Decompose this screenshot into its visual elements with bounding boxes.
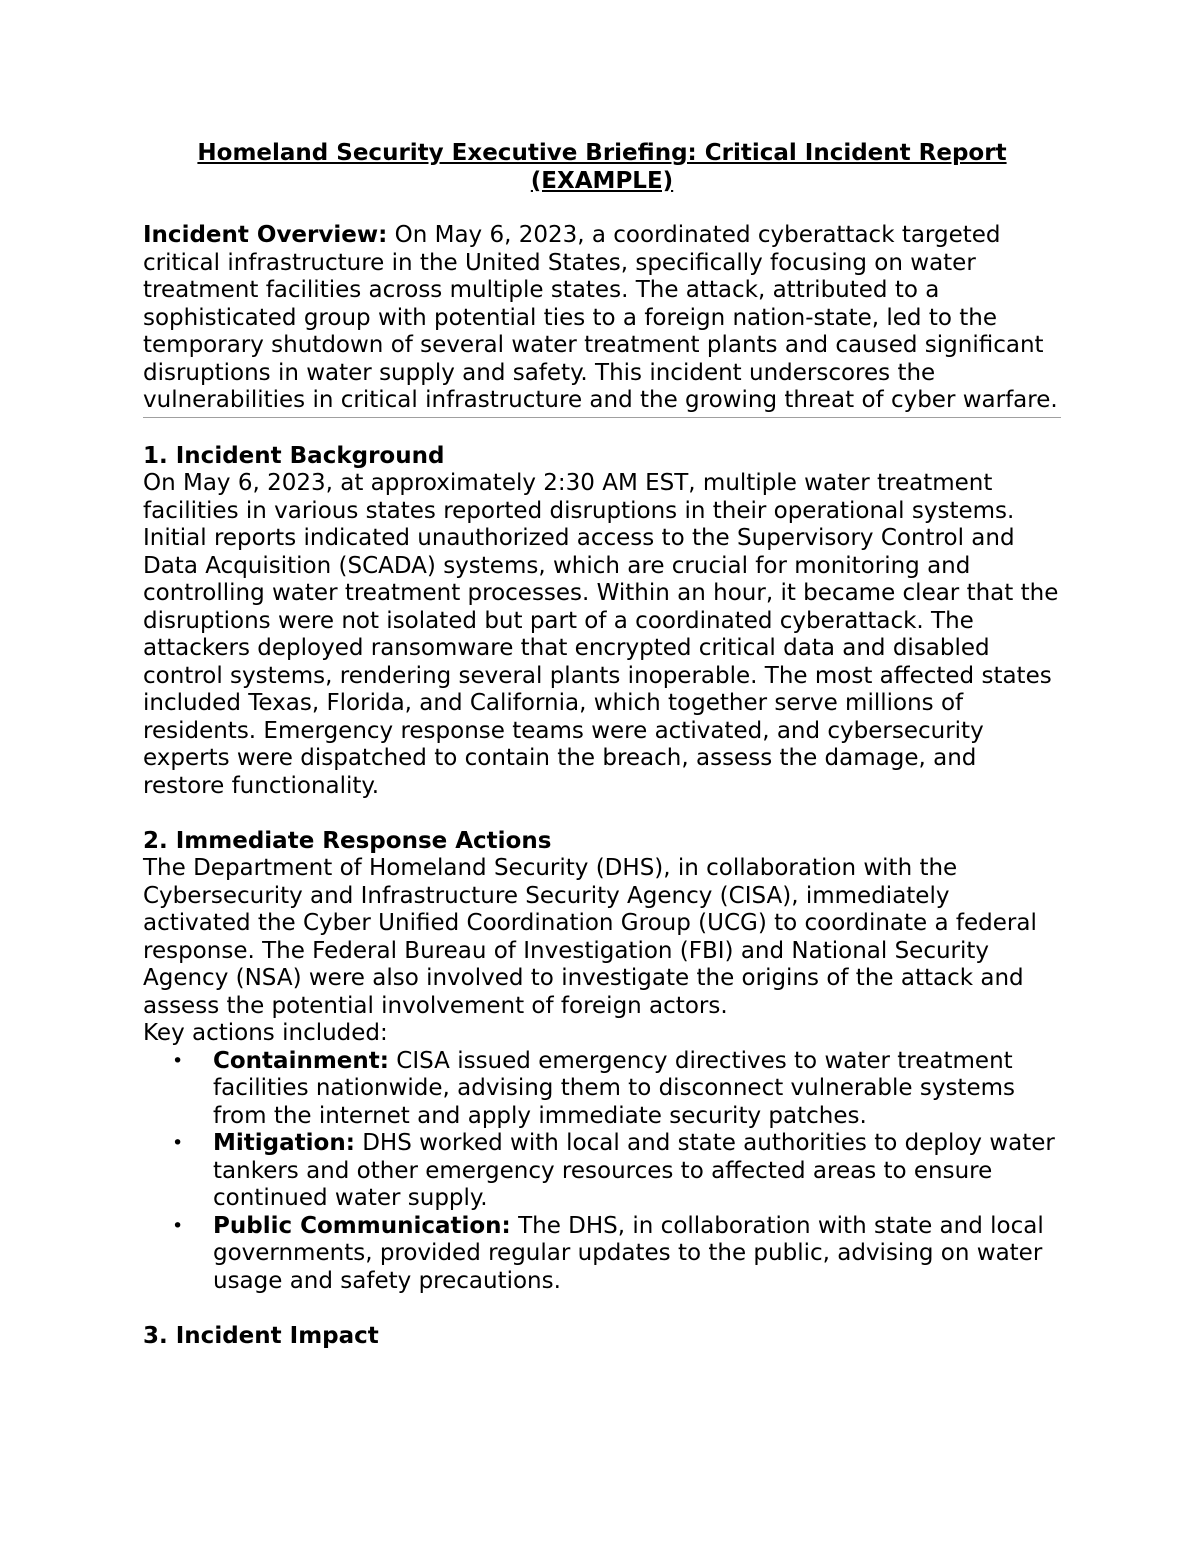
spacer	[143, 1295, 1061, 1323]
section-body: The Department of Homeland Security (DHS), in collaboration with the Cybersecurity and Infrastructure Security Agency (CISA), immediately activated the Cyber Unified Coordination Group (UCG) to coordinate a federal response. The Federal Bureau of Investigation (FBI) and National Security Agency (NSA) were also involved to investigate the origins of the attack and assess the potential involvement of foreign actors.	[143, 855, 1037, 1019]
action-text: CISA issued emergency directives to water treatment facilities nationwide, advising them to disconnect vulnerable systems from the internet and apply immediate security patches.	[213, 1047, 1015, 1129]
action-text: DHS worked with local and state authorities to deploy water tankers and other emergency resources to affected areas to ensure continued water supply.	[213, 1130, 1055, 1211]
list-item	[143, 1130, 1061, 1213]
list-item	[143, 1213, 1061, 1296]
section-body: On May 6, 2023, at approximately 2:30 AM EST, multiple water treatment facilities in various states reported disruptions in their operational systems. Initial reports indicated unauthorized access to the Supervisory Control and Data Acquisition (SCADA) systems, which are crucial for monitoring and controlling water treatment processes. Within an hour, it became clear that the disruptions were not isolated but part of a coordinated cyberattack. The attackers deployed ransomware that encrypted critical data and disabled control systems, rendering several plants inoperable. The most affected states included Texas, Florida, and California, which together serve millions of residents. Emergency response teams were activated, and cybersecurity experts were dispatched to contain the breach, assess the damage, and restore functionality.	[143, 470, 1059, 799]
list-item	[143, 1048, 1061, 1131]
key-actions-intro: Key actions included:	[143, 1020, 388, 1046]
title-line-2: (EXAMPLE)	[530, 167, 674, 194]
document-title	[143, 140, 1061, 195]
section-heading: 3. Incident Impact	[143, 1322, 379, 1349]
action-label: Public Communication:	[213, 1212, 511, 1239]
title-line-1: Homeland Security Executive Briefing: Critical Incident Report	[197, 140, 1007, 166]
incident-overview	[143, 222, 1061, 415]
bullet-icon: •	[172, 1049, 184, 1072]
section-heading: 2. Immediate Response Actions	[143, 827, 552, 854]
action-label: Containment:	[213, 1047, 389, 1074]
action-text: The DHS, in collaboration with state and local governments, provided regular updates to the public, advising on water usage and safety precautions.	[213, 1212, 1044, 1294]
bullet-icon: •	[172, 1132, 184, 1154]
section-immediate-response	[143, 828, 1061, 1296]
bullet-icon: •	[172, 1214, 184, 1237]
key-actions-list	[143, 1048, 1061, 1296]
section-heading: 1. Incident Background	[143, 442, 445, 469]
document-page	[143, 140, 1061, 1350]
overview-text: On May 6, 2023, a coordinated cyberattack targeted critical infrastructure in the United States, specifically focusing on water treatment facilities across multiple states. The attack, attributed to a sophisticated group with potential ties to a foreign nation-state, led to the temporary shutdown of several water treatment plants and caused significant disruptions in water supply and safety. This incident underscores the vulnerabilities in critical infrastructure and the growing threat of cyber warfare.	[143, 222, 1058, 413]
action-label: Mitigation:	[213, 1130, 355, 1156]
horizontal-divider	[143, 417, 1061, 418]
overview-label: Incident Overview:	[143, 222, 388, 248]
spacer	[143, 800, 1061, 828]
section-incident-background	[143, 443, 1061, 801]
section-incident-impact	[143, 1323, 1061, 1351]
